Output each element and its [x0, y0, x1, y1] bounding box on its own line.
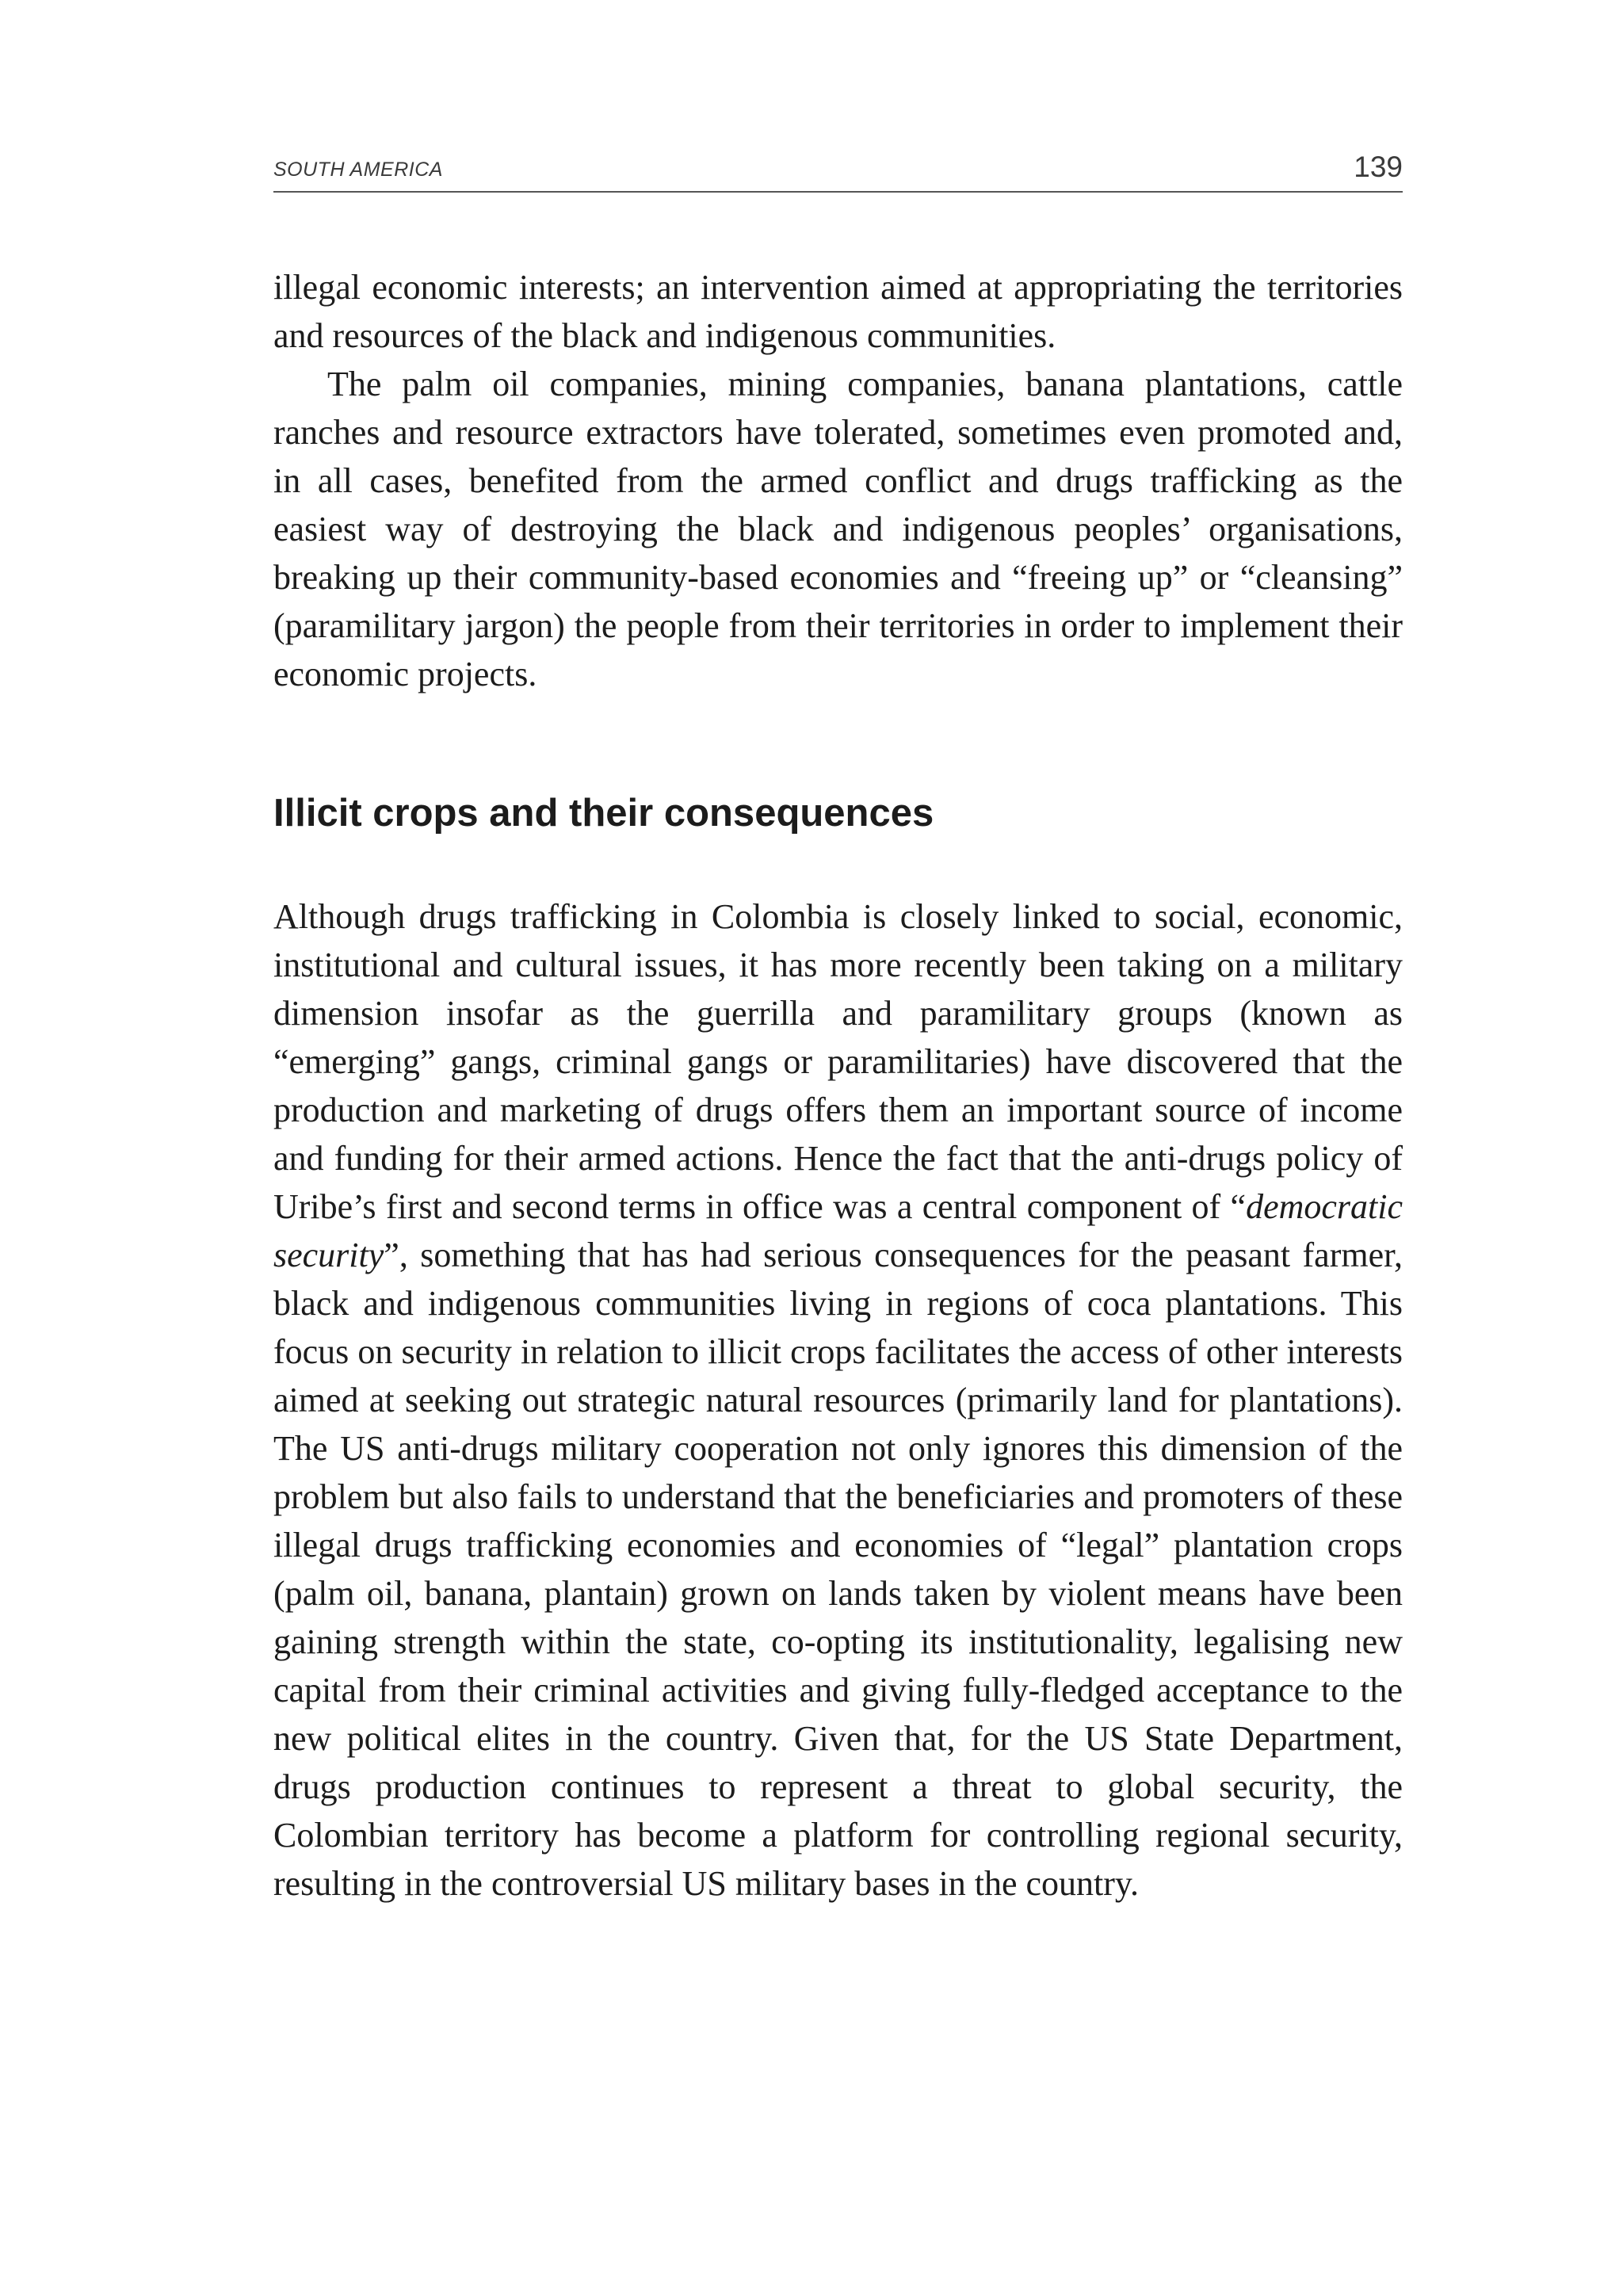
running-head-section: SOUTH AMERICA — [273, 159, 443, 181]
paragraph-text-part-1: Although drugs trafficking in Colombia is closely linked to social, economic, institutional and cultural issues, it has more recently been taking on a military dimension insofar as the guerrilla and paramilitary groups (known as “emerging” gangs, criminal gangs or paramilitaries) have discovered that the production and marketing of drugs offers them an important source of income and funding for their armed actions. Hence the fact that the anti-drugs policy of Uribe’s first and second terms in office was a central component of “ — [273, 897, 1403, 1226]
paragraph-italic-phrase: democratic security — [273, 1187, 1403, 1274]
paragraph-text-part-2: ”, something that has had serious consequences for the peasant farmer, black and indigenous communities living in regions of coca plantations. This focus on security in relation to illicit crops facilitates the access of other interests aimed at seeking out strategic natural resources (primarily land for plantations). The US anti-drugs military cooperation not only ignores this dimension of the problem but also fails to understand that the beneficiaries and promoters of these illegal drugs trafficking economies and economies of “legal” plantation crops (palm oil, banana, plantain) grown on lands taken by violent means have been gaining strength within the state, co-opting its institutionality, legalising new capital from their criminal activities and giving fully-fledged acceptance to the new political elites in the country. Given that, for the US State Department, drugs production continues to represent a threat to global security, the Colombian territory has become a platform for controlling regional security, resulting in the controversial US military bases in the country. — [273, 1236, 1403, 1903]
body-text-section — [273, 892, 1403, 1908]
paragraph-continued: illegal economic interests; an intervention aimed at appropriating the territories and resources of the black and indigenous communities. — [273, 268, 1403, 355]
page-number: 139 — [1354, 151, 1403, 183]
running-header — [273, 151, 1403, 190]
paragraph-illicit-crops — [273, 892, 1403, 1908]
body-text-top — [273, 263, 1403, 698]
paragraph-palm-oil: The palm oil companies, mining companies, banana plantations, cattle ranches and resource extractors have tolerated, sometimes even promoted and, in all cases, benefited from the armed conflict and drugs trafficking as the easiest way of destroying the black and indigenous peoples’ organisations, breaking up their community-based economies and “freeing up” or “cleansing” (paramilitary jargon) the people from their territories in order to implement their economic projects. — [273, 365, 1403, 693]
header-rule — [273, 191, 1403, 193]
section-heading: Illicit crops and their consequences — [273, 792, 934, 835]
